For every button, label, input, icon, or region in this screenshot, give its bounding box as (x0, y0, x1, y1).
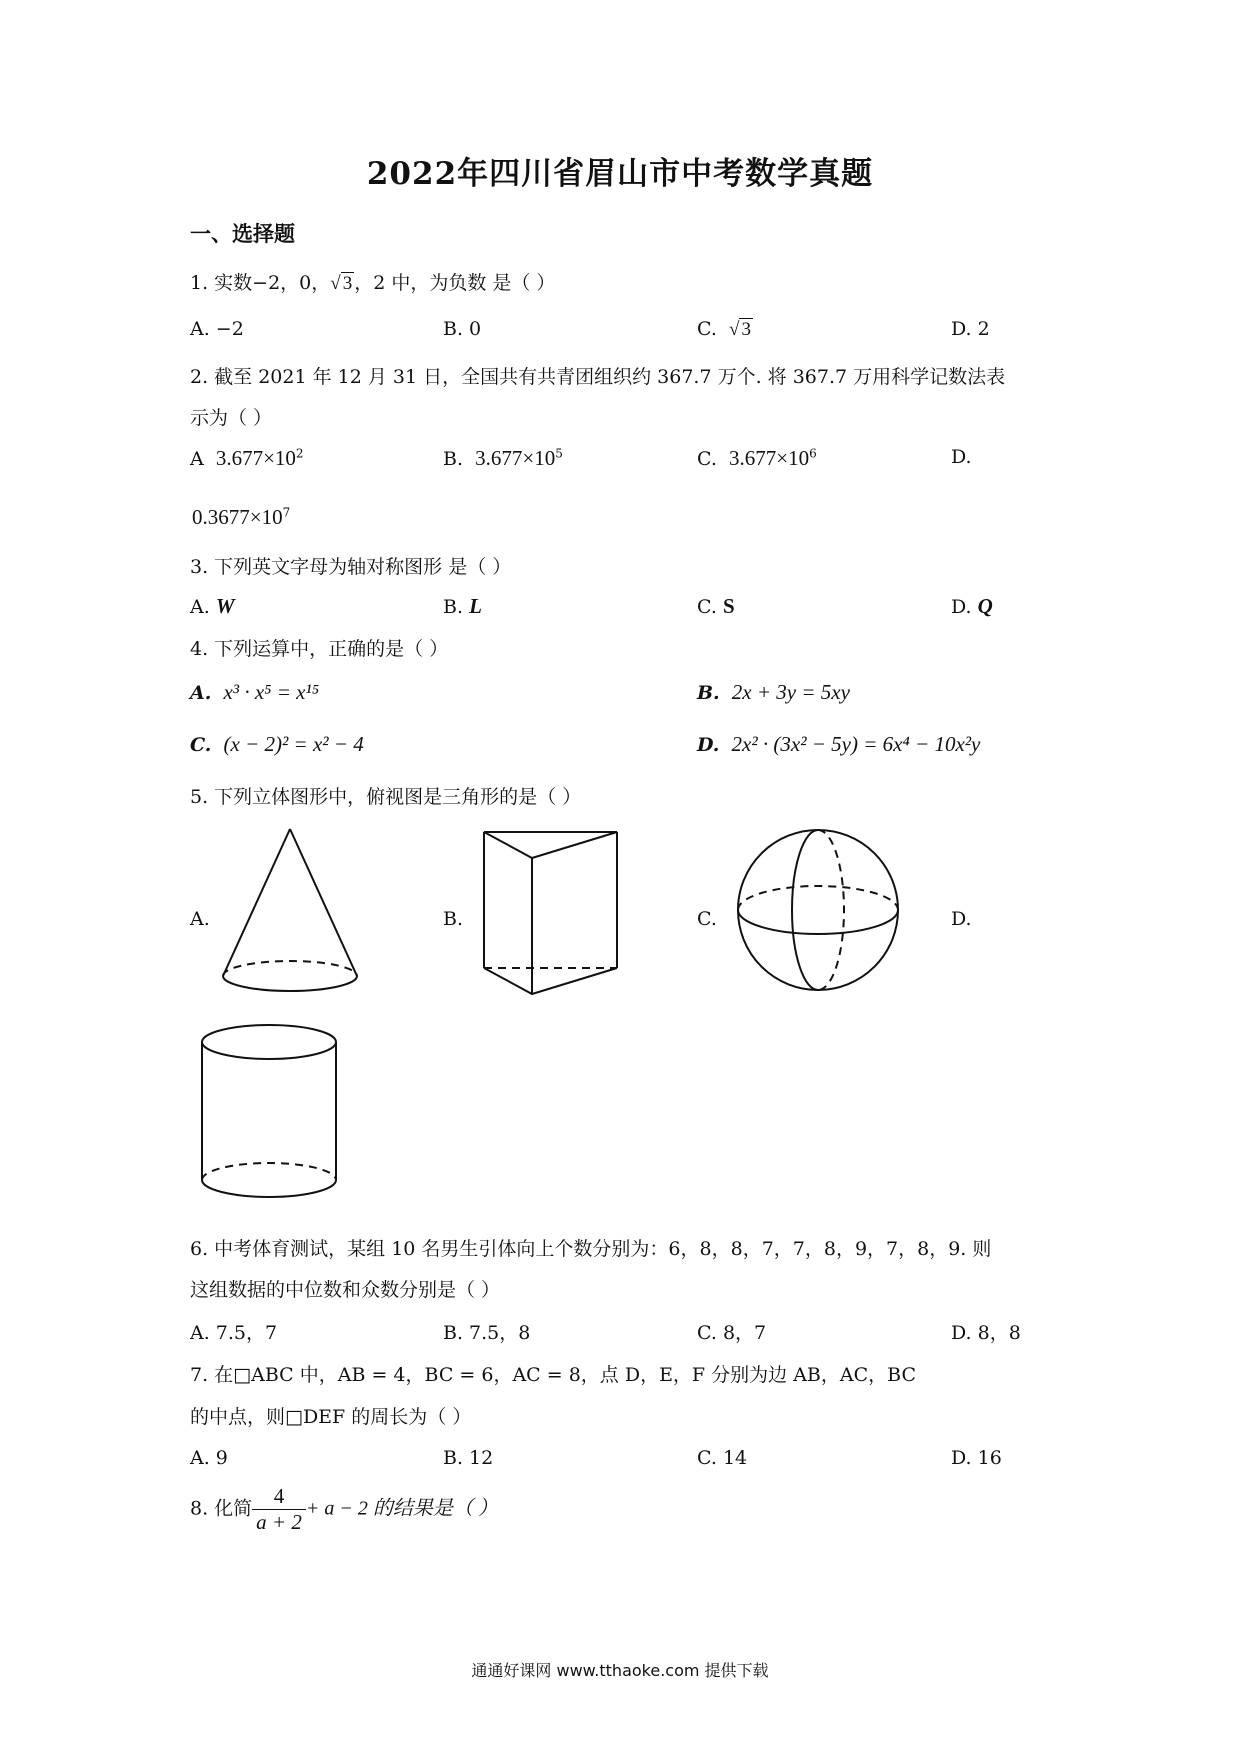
section-heading: 一、选择题 (190, 221, 295, 246)
q4-option-c (190, 732, 364, 757)
option-value: 0.3677×10 (192, 505, 283, 529)
option-value: Q (977, 594, 993, 618)
option-label: C. (697, 596, 717, 618)
option-value: 3.677×10 (215, 446, 296, 470)
option-value: 3.677×10 (475, 446, 556, 470)
q1-option-a: A. −2 (190, 318, 244, 340)
option-label: C. (697, 448, 717, 470)
q2-option-d-value (192, 505, 290, 530)
question-5-stem: 5. 下列立体图形中，俯视图是三角形的是（ ） (190, 786, 582, 808)
question-3-stem: 3. 下列英文字母为轴对称图形 是（ ） (190, 556, 512, 578)
cone-figure (220, 825, 360, 995)
q6-option-c: C. 8，7 (697, 1322, 767, 1344)
q6-option-b: B. 7.5，8 (443, 1322, 531, 1344)
fraction-numerator: 4 (252, 1484, 306, 1510)
q6-option-a: A. 7.5，7 (190, 1322, 278, 1344)
q5-option-d-label: D. (951, 908, 972, 930)
q2-option-b (443, 446, 563, 471)
option-label: A. (190, 596, 210, 618)
q5-option-b-label: B. (443, 908, 464, 930)
option-label: A. (190, 682, 212, 704)
question-1-stem (190, 268, 555, 295)
sqrt-expression: √ 3 (729, 319, 751, 340)
option-label: C. (697, 318, 717, 340)
option-value: 3.677×10 (729, 446, 810, 470)
option-expression: (x − 2)² = x² − 4 (223, 732, 364, 756)
fraction-denominator: a + 2 (256, 1510, 302, 1534)
sphere-figure (733, 825, 903, 995)
option-label: C. (190, 734, 212, 756)
q3-option-b (443, 594, 482, 619)
option-value: S (722, 594, 735, 618)
cylinder-figure (198, 1022, 340, 1204)
option-label: A (190, 448, 204, 470)
option-label: B. (443, 596, 464, 618)
q3-option-a (190, 594, 235, 619)
q4-option-b (697, 680, 850, 705)
q1-option-d: D. 2 (951, 318, 990, 340)
question-6-stem-line2: 这组数据的中位数和众数分别是（ ） (190, 1279, 501, 1301)
exponent: 7 (282, 505, 291, 520)
option-value: W (215, 594, 235, 618)
q7-option-d: D. 16 (951, 1447, 1002, 1469)
question-2-stem-line1: 2. 截至 2021 年 12 月 31 日，全国共有共青团组织约 367.7 万个. 将 367.7 万用科学记数法表 (190, 366, 1006, 388)
q2-option-c (697, 446, 817, 471)
question-2-stem-line2: 示为（ ） (190, 407, 273, 429)
sqrt-expression: √ 3 (330, 273, 353, 294)
option-value: L (469, 594, 482, 618)
question-6-stem-line1: 6. 中考体育测试，某组 10 名男生引体向上个数分别为：6，8，8，7，7，8，9，7，8，9. 则 (190, 1238, 992, 1260)
q1-option-b: B. 0 (443, 318, 482, 340)
q5-option-a-label: A. (190, 908, 210, 930)
q6-option-d: D. 8，8 (951, 1322, 1021, 1344)
question-7-stem-line2: 的中点，则□DEF 的周长为（ ） (190, 1406, 472, 1428)
q3-option-d (951, 594, 993, 619)
q1-option-c (697, 318, 753, 341)
option-expression: x³ · x⁵ = x¹⁵ (223, 680, 320, 704)
q8-text-a: 8. 化简 (190, 1497, 253, 1520)
q4-option-d (697, 732, 980, 757)
question-7-stem-line1: 7. 在□ABC 中，AB = 4，BC = 6，AC = 8，点 D，E，F 分别为边 AB，AC，BC (190, 1364, 916, 1386)
q5-option-c-label: C. (697, 908, 717, 930)
q7-option-c: C. 14 (697, 1447, 748, 1469)
question-8-stem (190, 1484, 498, 1535)
q4-option-a (190, 680, 319, 705)
q7-option-b: B. 12 (443, 1447, 494, 1469)
page-title: 2022年四川省眉山市中考数学真题 (366, 156, 874, 192)
q3-option-c (697, 594, 735, 619)
fraction (252, 1484, 306, 1535)
q2-option-a (190, 446, 304, 471)
question-4-stem: 4. 下列运算中，正确的是（ ） (190, 638, 449, 660)
q8-text-b: + a − 2 的结果是（ ） (305, 1497, 498, 1520)
option-label: B. (443, 448, 464, 470)
option-label: B. (697, 682, 720, 704)
q1-text-b: ，2 中，为负数 是（ ） (354, 272, 556, 294)
exponent: 6 (809, 446, 817, 461)
option-expression: 2x + 3y = 5xy (731, 680, 850, 704)
q1-text-a: 1. 实数−2，0， (190, 272, 331, 294)
radicand: 3 (342, 273, 353, 294)
q7-option-a: A. 9 (190, 1447, 228, 1469)
page-footer: 通通好课网 www.tthaoke.com 提供下载 (471, 1661, 769, 1680)
option-expression: 2x² · (3x² − 5y) = 6x⁴ − 10x²y (731, 732, 981, 756)
q2-option-d-label: D. (951, 446, 972, 468)
option-label: D. (697, 734, 720, 756)
exponent: 5 (555, 446, 563, 461)
option-label: D. (951, 596, 972, 618)
radicand: 3 (741, 319, 751, 340)
exponent: 2 (295, 446, 304, 461)
triangular-prism-figure (480, 828, 620, 998)
